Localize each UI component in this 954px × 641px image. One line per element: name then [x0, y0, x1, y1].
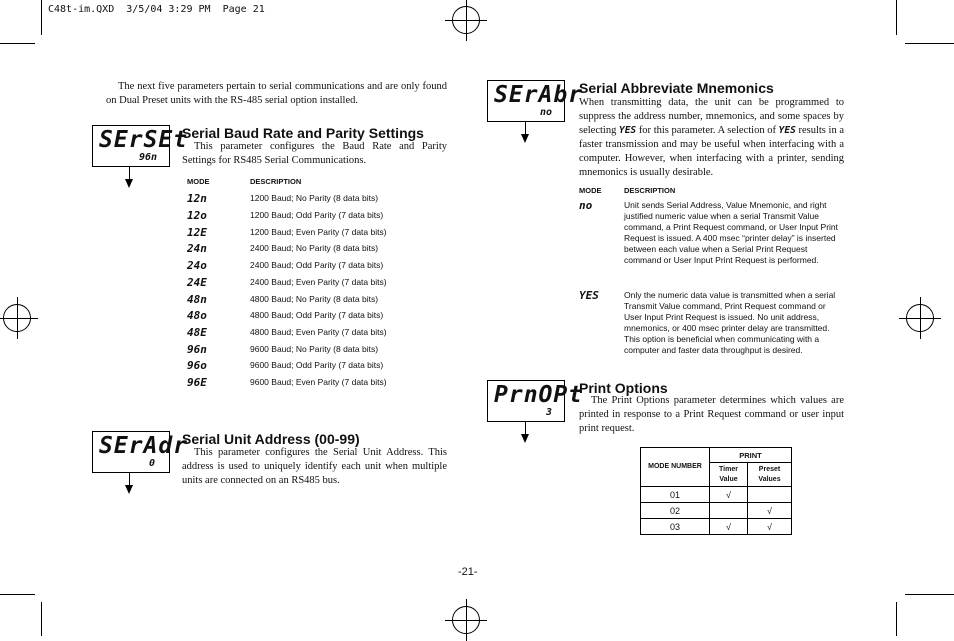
- lcd-main-text: PrnOPt: [494, 382, 584, 408]
- crop-mark: [0, 43, 35, 44]
- crop-mark: [0, 594, 35, 595]
- baud-desc: 4800 Baud; No Parity (8 data bits): [250, 294, 379, 304]
- baud-code: 96n: [187, 343, 207, 356]
- lcd-display-address: [92, 431, 189, 473]
- abbrev-text-c: results in a faster transmission and may be useful when interfacing with a computer. However, when interfacing with a printer, sending mnemonics is usually desirable.: [579, 125, 845, 178]
- preset-values-header: Preset Values: [748, 463, 792, 487]
- baud-desc: 1200 Baud; Even Parity (7 data bits): [250, 227, 387, 237]
- baud-desc: 2400 Baud; Even Parity (7 data bits): [250, 277, 387, 287]
- baud-desc: 9600 Baud; Odd Parity (7 data bits): [250, 360, 384, 370]
- mode-cell: 01: [641, 487, 710, 503]
- baud-code: 96E: [187, 376, 207, 389]
- mode-cell: 02: [641, 503, 710, 519]
- down-arrow-icon: [521, 434, 529, 443]
- lcd-main-text: SErAdr: [99, 433, 189, 459]
- baud-desc: 2400 Baud; Odd Parity (7 data bits): [250, 260, 384, 270]
- lcd-sub-text: no: [539, 107, 552, 118]
- mode-cell: 03: [641, 519, 710, 535]
- abbrev-desc: Only the numeric data value is transmitted when a serial Transmit Value command, Print Request command or User Input Print Request is issued. No unit address, mnemonics, or 400 msec printer delay are transmitted. This option is beneficial when communicating with a computer and faster data throughput is desired.: [624, 290, 836, 355]
- baud-desc: 4800 Baud; Odd Parity (7 data bits): [250, 310, 384, 320]
- intro-paragraph: The next five parameters pertain to serial communications and are only found on Dual Preset units with the RS-485 serial option installed.: [106, 81, 447, 106]
- baud-desc: 9600 Baud; Even Parity (7 data bits): [250, 377, 387, 387]
- baud-description-header: DESCRIPTION: [250, 177, 302, 186]
- abbrev-desc: Unit sends Serial Address, Value Mnemonic, and right justified numeric value when a serial Transmit Value command, a Print Request command, or User Input Print Request is issued. A 400 msec “printer delay” is inserted between each value when a Serial Print Request command or User Input Print Request is performed.: [624, 200, 839, 265]
- section-heading-abbrev: Serial Abbreviate Mnemonics: [579, 80, 774, 96]
- crop-mark: [896, 0, 897, 35]
- baud-mode-header: MODE: [187, 177, 210, 186]
- baud-desc: 1200 Baud; Odd Parity (7 data bits): [250, 210, 384, 220]
- baud-code: 12E: [187, 226, 207, 239]
- abbrev-mode-header: MODE: [579, 186, 602, 195]
- abbrev-description: [579, 96, 844, 180]
- baud-desc: 4800 Baud; Even Parity (7 data bits): [250, 327, 387, 337]
- timer-check-cell: [710, 503, 748, 519]
- registration-mark: [452, 606, 480, 634]
- timer-check-cell: √: [710, 519, 748, 535]
- preset-check-cell: √: [748, 519, 792, 535]
- baud-code: 24E: [187, 276, 207, 289]
- table-row: [641, 487, 792, 503]
- section-heading-address: Serial Unit Address (00-99): [182, 431, 360, 447]
- table-row: [641, 519, 792, 535]
- arrow-stem: [525, 421, 526, 434]
- table-row: [641, 503, 792, 519]
- abbrev-code: YES: [579, 289, 599, 302]
- down-arrow-icon: [125, 179, 133, 188]
- timer-value-header: Timer Value: [710, 463, 748, 487]
- abbrev-text-b: for this parameter. A selection of: [638, 125, 776, 136]
- code-yes: YES: [778, 125, 796, 136]
- registration-mark: [906, 304, 934, 332]
- registration-mark: [3, 304, 31, 332]
- crop-mark: [905, 43, 954, 44]
- page-number: -21-: [458, 566, 478, 578]
- file-slug: C48t-im.QXD 3/5/04 3:29 PM Page 21: [48, 4, 265, 15]
- baud-desc: 9600 Baud; No Parity (8 data bits): [250, 344, 379, 354]
- mode-number-header: MODE NUMBER: [641, 448, 710, 487]
- down-arrow-icon: [521, 134, 529, 143]
- arrow-stem: [129, 166, 130, 179]
- crop-mark: [41, 0, 42, 35]
- registration-mark: [452, 6, 480, 34]
- baud-code: 48o: [187, 309, 207, 322]
- baud-code: 48n: [187, 293, 207, 306]
- code-yes: YES: [618, 125, 637, 136]
- crop-mark: [896, 602, 897, 636]
- print-description: The Print Options parameter determines which values are printed in response to a Print Request command or user input print request.: [579, 395, 844, 434]
- arrow-stem: [129, 472, 130, 485]
- baud-code: 12o: [187, 209, 207, 222]
- section-heading-baud: Serial Baud Rate and Parity Settings: [182, 125, 424, 141]
- lcd-sub-text: 96n: [138, 152, 157, 163]
- arrow-stem: [525, 121, 526, 134]
- baud-code: 96o: [187, 359, 207, 372]
- print-header: PRINT: [710, 448, 792, 463]
- lcd-sub-text: 3: [545, 407, 552, 418]
- down-arrow-icon: [125, 485, 133, 494]
- lcd-display-baud: [92, 125, 189, 167]
- lcd-main-text: SErAbr: [494, 82, 584, 108]
- baud-code: 12n: [187, 192, 207, 205]
- baud-desc: 1200 Baud; No Parity (8 data bits): [250, 193, 379, 203]
- preset-check-cell: [748, 487, 792, 503]
- print-options-table: [640, 447, 792, 535]
- preset-check-cell: √: [748, 503, 792, 519]
- baud-desc: 2400 Baud; No Parity (8 data bits): [250, 243, 379, 253]
- lcd-display-print: [487, 380, 584, 422]
- lcd-display-abbrev: [487, 80, 584, 122]
- address-description: This parameter configures the Serial Unit Address. This address is used to uniquely identify each unit when multiple units are connected on an RS485 bus.: [182, 447, 447, 486]
- timer-check-cell: √: [710, 487, 748, 503]
- abbrev-code: no: [579, 199, 593, 212]
- crop-mark: [905, 594, 954, 595]
- abbrev-description-header: DESCRIPTION: [624, 186, 676, 195]
- lcd-main-text: SErSEt: [99, 127, 189, 153]
- baud-code: 48E: [187, 326, 207, 339]
- baud-code: 24o: [187, 259, 207, 272]
- baud-description: This parameter configures the Baud Rate and Parity Settings for RS485 Serial Communications.: [182, 141, 447, 166]
- baud-code: 24n: [187, 242, 207, 255]
- lcd-sub-text: 0: [149, 458, 156, 469]
- abbrev-text-a: When transmitting data, the unit can be programmed to suppress the address number, mnemonics, and some spaces by selecting: [579, 97, 844, 136]
- section-heading-print: Print Options: [579, 380, 668, 396]
- crop-mark: [41, 602, 42, 636]
